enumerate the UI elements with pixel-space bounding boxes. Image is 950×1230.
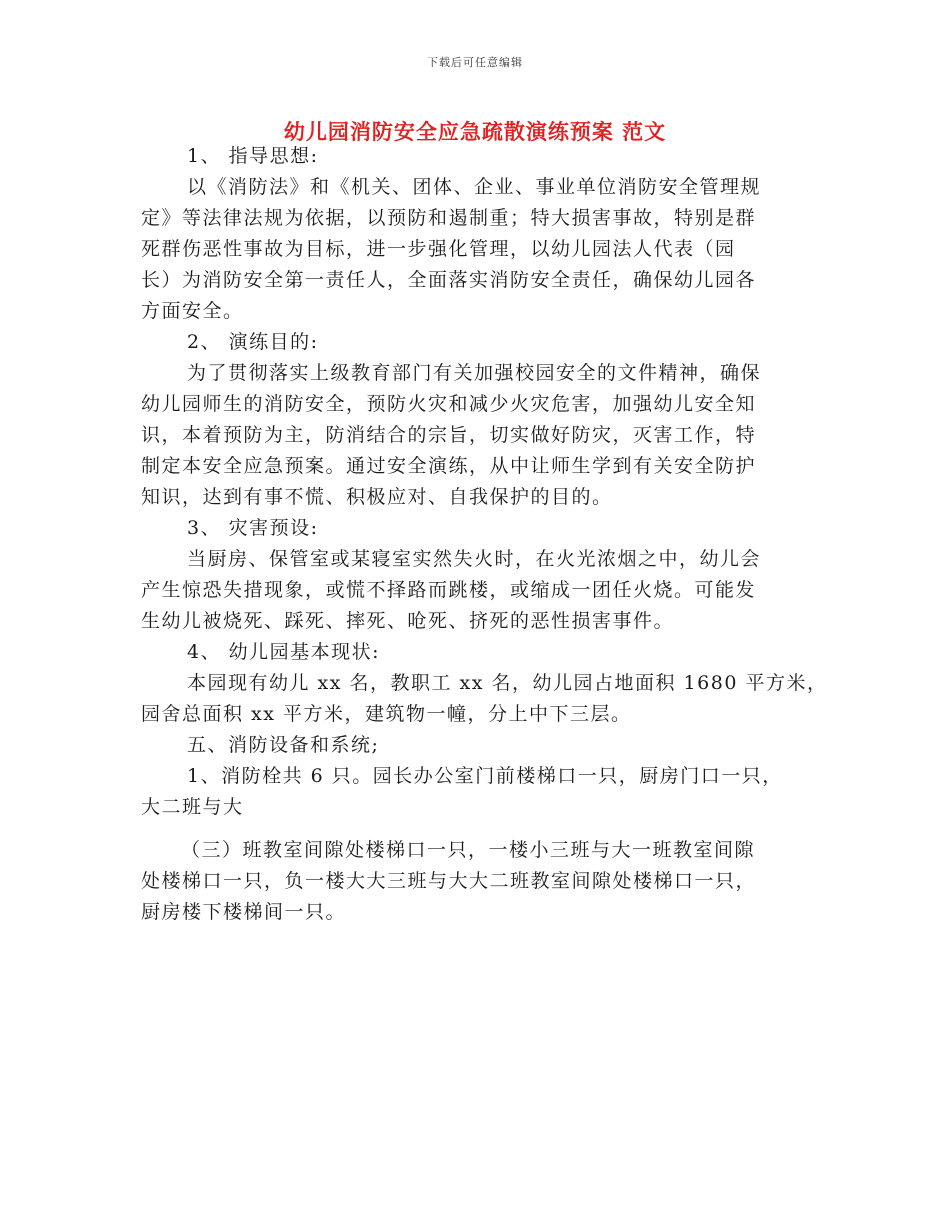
header-note: 下载后可任意编辑 xyxy=(427,56,523,69)
text-line: 4、 幼儿园基本现状: xyxy=(187,641,381,663)
text-line: 3、 灾害预设: xyxy=(187,517,319,539)
text-line: 知识，达到有事不慌、积极应对、自我保护的目的。 xyxy=(141,486,613,508)
document-title: 幼儿园消防安全应急疏散演练预案 范文 xyxy=(283,119,667,144)
text-line: 为了贯彻落实上级教育部门有关加强校园安全的文件精神，确保 xyxy=(187,362,762,384)
paragraph-gap xyxy=(141,823,806,835)
text-line: 五、消防设备和系统; xyxy=(187,734,380,756)
text-line: 园舍总面积 xx 平方米，建筑物一幢，分上中下三层。 xyxy=(141,703,632,725)
text-line: 死群伤恶性事故为目标，进一步强化管理，以幼儿园法人代表（园 xyxy=(141,238,736,260)
text-line: 生幼儿被烧死、踩死、摔死、呛死、挤死的恶性损害事件。 xyxy=(141,610,675,632)
text-line: 识，本着预防为主，防消结合的宗旨，切实做好防灾，灭害工作，特 xyxy=(141,424,757,446)
text-line: 处楼梯口一只，负一楼大大三班与大大二班教室间隙处楼梯口一只， xyxy=(141,870,757,892)
text-line: 制定本安全应急预案。通过安全演练，从中让师生学到有关安全防护 xyxy=(141,455,757,477)
text-line: 本园现有幼儿 xx 名，教职工 xx 名，幼儿园占地面积 1680 平方米， xyxy=(187,672,828,694)
text-line: 长）为消防安全第一责任人，全面落实消防安全责任，确保幼儿园各 xyxy=(141,269,757,291)
text-line: 1、消防栓共 6 只。园长办公室门前楼梯口一只，厨房门口一只， xyxy=(187,765,783,787)
text-line: 产生惊恐失措现象，或慌不择路而跳楼，或缩成一团任火烧。可能发 xyxy=(141,579,757,601)
text-line: 大二班与大 xyxy=(141,796,244,818)
document-body xyxy=(141,141,828,928)
text-line: 幼儿园师生的消防安全，预防火灾和减少火灾危害，加强幼儿安全知 xyxy=(141,393,757,415)
text-line: （三）班教室间隙处楼梯口一只，一楼小三班与大一班教室间隙 xyxy=(181,839,756,861)
text-line: 当厨房、保管室或某寝室实然失火时，在火光浓烟之中，幼儿会 xyxy=(187,548,762,570)
text-line: 1、 指导思想: xyxy=(187,145,319,167)
text-line: 厨房楼下楼梯间一只。 xyxy=(141,901,347,923)
text-line: 方面安全。 xyxy=(141,300,244,322)
text-line: 以《消防法》和《机关、团体、企业、事业单位消防安全管理规 xyxy=(187,176,762,198)
text-line: 定》等法律法规为依据，以预防和遏制重；特大损害事故，特别是群 xyxy=(141,207,757,229)
text-line: 2、 演练目的: xyxy=(187,331,319,353)
